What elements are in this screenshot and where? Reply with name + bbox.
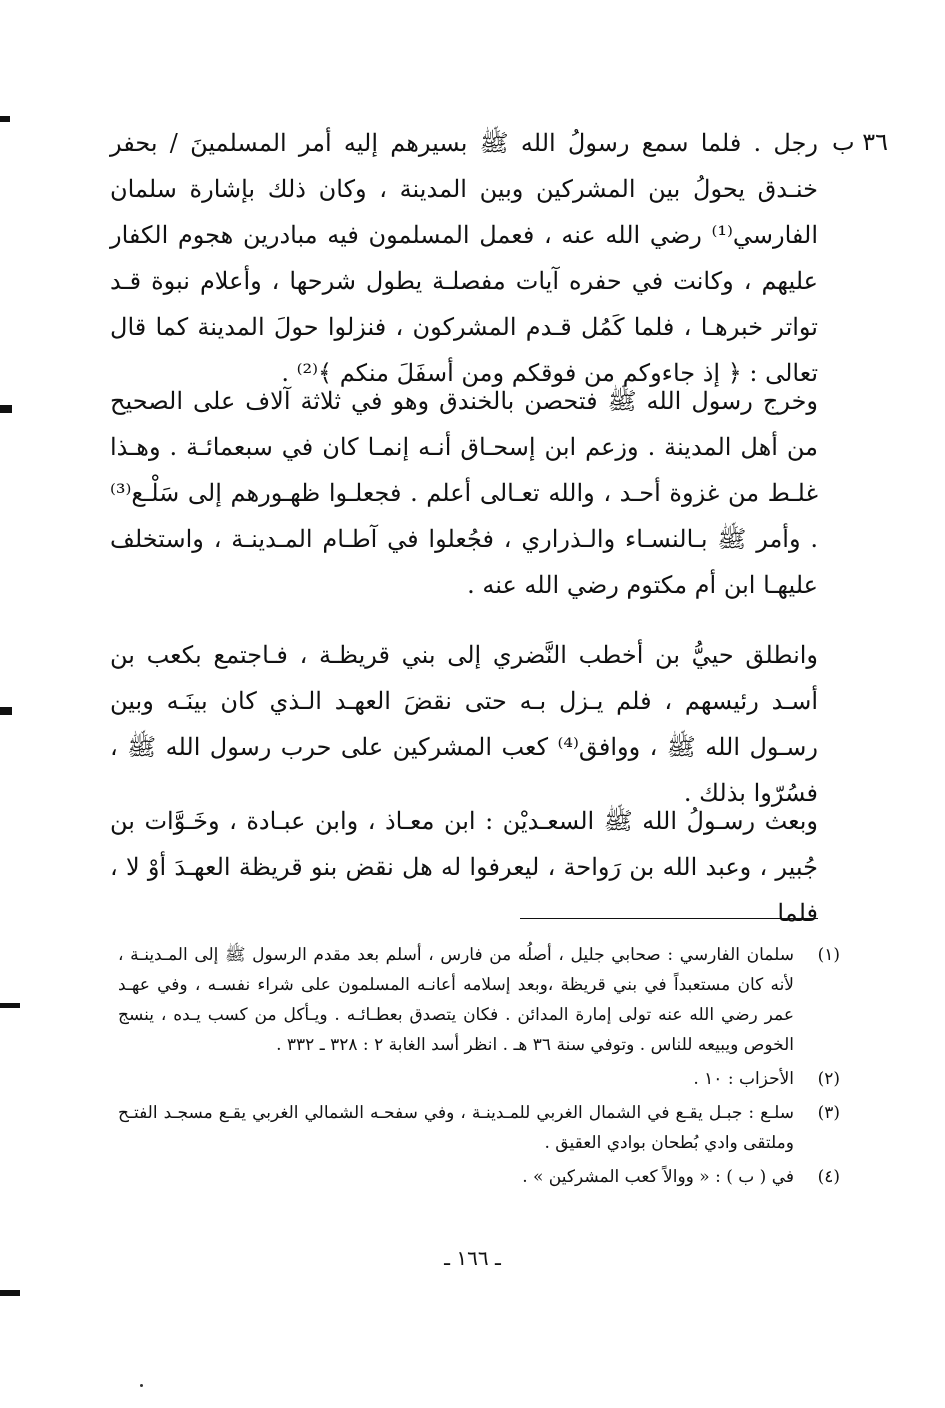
- scan-mark: [0, 707, 12, 715]
- page-number: ـ ١٦٦ ـ: [444, 1246, 501, 1270]
- footnote-separator: [520, 918, 818, 919]
- scan-mark: [0, 1290, 20, 1296]
- footnote-number: (٢): [817, 1069, 840, 1089]
- paragraph-1: رجل . فلما سمع رسولُ الله ﷺ بسيرهم إليه أمر المسلمينَ / بحفر خنـدق يحولُ بين المشركين وبين المدينة ، وكان ذلك بإشارة سلمان الفارسي⁽¹⁾ رضي الله عنه ، فعمل المسلمون فيه مبادرين هجوم الكفار عليهم ، وكانت في حفره آيات مفصلـة يطول شرحها ، وأعلام نبوة قـد تواتر خبرهـا ، فلما كَمُل قـدم المشركون ، فنزلوا حولَ المدينة كما قال تعالى : ﴿ إذ جاءوكم من فوقكم ومن أسفَلَ منكم ﴾⁽²⁾ .: [110, 129, 818, 387]
- footnote: [118, 1064, 840, 1094]
- footnote-text: في ( ب ) : « ووالاً كعب المشركين » .: [522, 1167, 794, 1187]
- footnote-text: الأحزاب : ١٠ .: [693, 1069, 794, 1089]
- paragraph-3: وانطلق حييُّ بن أخطب النَّضري إلى بني قريظـة ، فـاجتمع بكعب بن أسـد رئيسهم ، فلم يـزل بـه حتى نقضَ العهـد الـذي كان بينَـه وبين رسـول الله ﷺ ، ووافق⁽⁴⁾ كعب المشركين على حرب رسول الله ﷺ ، فسُرّوا بذلك .: [110, 641, 819, 807]
- footnote-text: سلمان الفارسي : صحابي جليل ، أصلُه من فارس ، أسلم بعد مقدم الرسول ﷺ إلى المـدينـة ، لأنه كان مستعبداً في بني قريظة ،وبعد إسلامه أعانـه المسلمون على شراء نفسـه ، وفي عهـد عمر رضي الله عنه تولى إمارة المدائن . فكان يتصدق بعطـائـه . ويـأكل من كسب يـده ، ينسج الخوص ويبيعه للناس . وتوفي سنة ٣٦ هـ . انظر أسد الغابة ٢ : ٣٢٨ ـ ٣٣٢ .: [118, 945, 794, 1055]
- footnote: [118, 1162, 840, 1192]
- footnote: [118, 1098, 840, 1158]
- footnote: [118, 940, 840, 1060]
- footnote-number: (٣): [817, 1103, 840, 1123]
- footnote-number: (٤): [817, 1167, 840, 1187]
- footnote-number: (١): [817, 945, 840, 965]
- manuscript-folio-marker: ٣٦ ب: [831, 128, 888, 156]
- paragraph-2: وخرج رسول الله ﷺ فتحصن بالخندق وهو في ثلاثة آلاف على الصحيح من أهل المدينة . وزعم ابن إسحـاق أنـه إنمـا كان في سبعمائـة . وهـذا غلـط من غزوة أحـد ، والله تعـالى أعلم . فجعلـوا ظهـورهم إلى سَلْـع⁽³⁾ . وأمر ﷺ بـالنسـاء والـذراري ، فجُعلوا في آطـام المـدينـة ، واستخلف عليهـا ابن أم مكتوم رضي الله عنه .: [110, 387, 818, 599]
- footnotes: [118, 940, 840, 1196]
- scan-mark: [0, 116, 10, 122]
- footnote-text: سلـع : جبـل يقـع في الشمال الغربي للمـدينـة ، وفي سفحـه الشمالي الغربي يقـع مسجـد الفتـح وملتقى وادي بُطحان بوادي العقيق .: [118, 1103, 794, 1153]
- paragraph-4: وبعث رسـولُ الله ﷺ السعـديْن : ابن معـاذ ، وابن عبـادة ، وخَـوَّات بن جُبير ، وعبد الله بن رَواحة ، ليعرفوا له هل نقض بنو قريظة العهـدَ أوْ لا ، فلما: [110, 807, 818, 927]
- scan-speck: [140, 1384, 143, 1387]
- scan-mark: [0, 405, 12, 413]
- scan-mark: [0, 1003, 20, 1008]
